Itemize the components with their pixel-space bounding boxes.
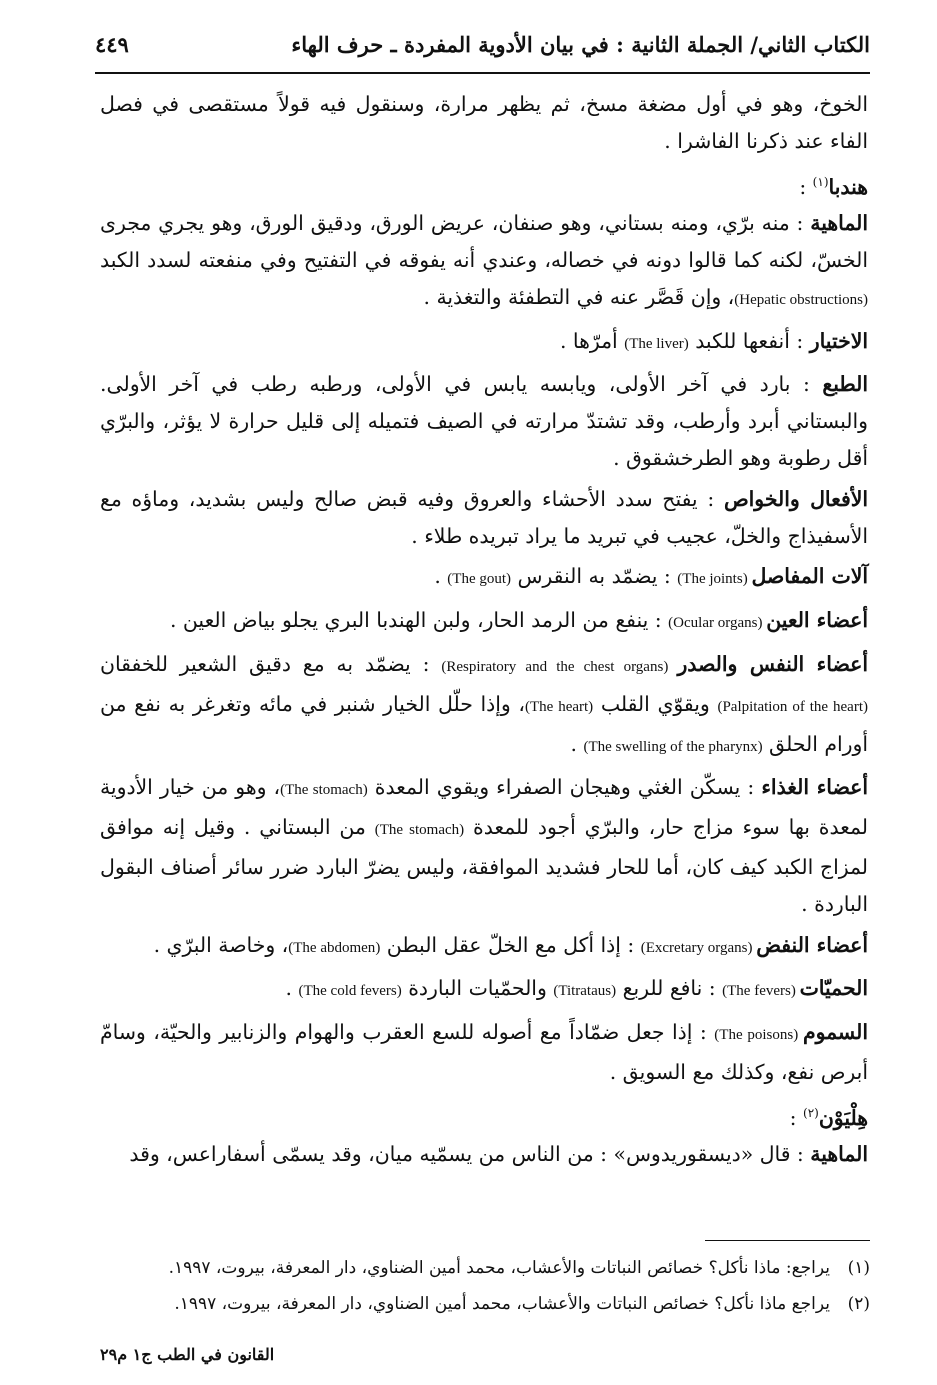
footnote-ref: (٢) xyxy=(803,1105,819,1120)
paragraph-continuation: الخوخ، وهو في أول مضغة مسخ، ثم يظهر مرارة، وسنقول فيه قولاً مستقصى في فصل الفاء عند ذكرنا الفاشرا . xyxy=(100,92,868,153)
section-label: الماهية xyxy=(810,1142,868,1167)
paragraph-text: ، وخاصة البرّي . xyxy=(153,932,289,957)
english-term: (Excretary organs) xyxy=(640,939,757,956)
paragraph-text: : منه برّي، ومنه بستاني، وهو صنفان، عريض الورق، ودقيق الورق، وهو يجري مجرى الخسّ، لكنه كما قالوا دونه في خصاله، وعندي أنه يفوقه في التفتيح وفي منفعته لسدد الكبد xyxy=(100,211,868,272)
paragraph-text: ويقوّي القلب xyxy=(593,691,718,716)
section-label: آلات المفاصل xyxy=(751,564,868,589)
section-label: أعضاء العين xyxy=(766,608,868,633)
paragraph-text: : نافع للربع xyxy=(616,976,723,1001)
english-term: (Titrataus) xyxy=(553,983,617,1000)
footnote-item xyxy=(100,1250,870,1286)
english-term: (The joints) xyxy=(677,571,752,588)
page-header xyxy=(95,22,870,70)
paragraph-text: : قال «ديسقوريدوس» : من الناس من يسمّيه ميان، وقد يسمّى أسفاراعس، وقد xyxy=(129,1142,811,1167)
paragraph-tab xyxy=(100,366,868,476)
paragraph-mahiya-2 xyxy=(100,1136,868,1173)
signature-line: القانون في الطب ج١ م٢٩ xyxy=(100,1345,275,1364)
english-term: (The stomach) xyxy=(374,822,465,839)
paragraph-text: : بارد في آخر الأولى، ويابسه يابس في الأولى، ورطبه رطب في آخر الأولى. والبستاني أبرد وأرطب، وقد تشتدّ مرارته في الصيف فتميله إلى قليل حرارة لا يؤثر، والبرّي أقل رطوبة وهو الطرخشقوق . xyxy=(100,372,868,470)
paragraph-text: : يفتح سدد الأحشاء والعروق وفيه قبض صالح وليس بشديد، وماؤه مع الأسفيذاج والخلّ، عجيب في تبريد ما يراد تبريده طلاء . xyxy=(100,486,868,548)
paragraph-humayat xyxy=(100,970,868,1010)
heading-colon: : xyxy=(789,1105,803,1130)
english-term: (Respiratory and the chest organs) xyxy=(441,658,678,675)
english-term: (The fevers) xyxy=(722,983,800,1000)
entry-title: هندبا xyxy=(828,174,868,199)
english-term: (The poisons) xyxy=(714,1027,803,1044)
paragraph-text: ، وهو من خيار الأدوية لمعدة بها سوء مزاج حار، والبرّي أجود للمعدة xyxy=(100,775,869,840)
section-label: أعضاء الغذاء xyxy=(761,775,869,800)
paragraph-text: . xyxy=(285,976,299,1001)
paragraph-text: . xyxy=(434,564,448,589)
english-term: (The gout) xyxy=(447,571,512,588)
paragraph-text: من البستاني . وقيل إنه موافق لمزاج الكبد كيف كان، أما للحار فشديد الموافقة، وليس يضرّ البارد ضرر سائر أصناف البقول الباردة . xyxy=(100,815,868,916)
paragraph-text: : أنفعها للكبد xyxy=(688,328,810,353)
section-label: الأفعال والخواص xyxy=(723,486,868,511)
english-term: (The liver) xyxy=(624,335,689,352)
section-label: الحميّات xyxy=(799,976,868,1001)
footnote-number: (١) xyxy=(847,1258,870,1278)
footnote-text: يراجع: ماذا نأكل؟ خصائص النباتات والأعشاب، محمد أمين الضناوي، دار المعرفة، بيروت، ١٩٩٧. xyxy=(168,1258,830,1278)
paragraph-text: : يضمّد به النقرس xyxy=(511,564,678,589)
footnotes xyxy=(100,1250,870,1322)
paragraph-ghidha xyxy=(100,769,868,922)
paragraph-text: والحمّيات الباردة xyxy=(401,976,554,1001)
page-number: ٤٤٩ xyxy=(95,32,129,57)
english-term: (The swelling of the pharynx) xyxy=(583,738,763,755)
heading-colon: : xyxy=(799,174,813,199)
footnote-divider xyxy=(705,1240,870,1241)
section-label: أعضاء النفض xyxy=(756,932,868,957)
english-term: (Palpitation of the heart) xyxy=(717,698,868,715)
english-term: (The stomach) xyxy=(280,782,368,799)
paragraph-text: : ينفع من الرمد الحار، ولبن الهندبا البري يجلو بياض العين . xyxy=(169,608,669,633)
paragraph-text: . xyxy=(570,731,584,756)
header-divider xyxy=(95,72,870,74)
entry-heading-hindaba xyxy=(100,164,868,206)
section-label: الماهية xyxy=(810,211,868,236)
paragraph-text: : يضمّد به مع دقيق الشعير للخفقان xyxy=(100,651,442,676)
english-term: (The cold fevers) xyxy=(298,983,402,1000)
section-label: السموم xyxy=(802,1020,868,1045)
entry-heading-halyun xyxy=(100,1095,868,1137)
paragraph-mahiya xyxy=(100,205,868,318)
paragraph-text: ، وإن قَصَّر عنه في التطفئة والتغذية . xyxy=(423,284,735,309)
entry-title: هِلْيَوْن xyxy=(818,1105,868,1130)
footnote-item xyxy=(100,1286,870,1322)
section-label: أعضاء النفس والصدر xyxy=(677,651,868,676)
paragraph-nafas xyxy=(100,646,868,765)
english-term: (Ocular organs) xyxy=(668,615,767,632)
footnote-number: (٢) xyxy=(847,1294,870,1314)
paragraph-ikhtiyar xyxy=(100,323,868,363)
paragraph-text: أمرّها . xyxy=(559,328,625,353)
footnote-ref: (١) xyxy=(812,174,829,189)
footnote-text: يراجع ماذا نأكل؟ خصائص النباتات والأعشاب، محمد أمين الضناوي، دار المعرفة، بيروت، ١٩٩٧. xyxy=(174,1294,830,1314)
paragraph-nafd xyxy=(100,927,868,967)
section-label: الاختيار xyxy=(809,328,868,353)
english-term: (Hepatic obstructions) xyxy=(734,291,868,308)
english-term: (The abdomen) xyxy=(288,939,381,956)
english-term: (The heart) xyxy=(524,698,594,715)
main-text xyxy=(100,86,868,1177)
running-title: الكتاب الثاني/ الجملة الثانية : في بيان الأدوية المفردة ـ حرف الهاء xyxy=(291,32,870,57)
paragraph-text: : إذا أكل مع الخلّ عقل البطن xyxy=(380,932,641,957)
paragraph-sumum xyxy=(100,1014,868,1091)
paragraph-ayn xyxy=(100,602,868,642)
section-label: الطبع xyxy=(822,372,868,397)
paragraph-text: ، وإذا حلّل الخيار شنبر في مائه وتغرغر به نفع من أورام الحلق xyxy=(100,691,868,756)
paragraph-text: : يسكّن الغثي وهيجان الصفراء ويقوي المعدة xyxy=(367,775,762,800)
paragraph-mafasil xyxy=(100,558,868,598)
paragraph-text: : إذا جعل ضمّاداً مع أصوله للسع العقرب والهوام والزنابير والحيّة، وسامّ أبرص نفع، وكذلك مع السويق . xyxy=(100,1020,868,1084)
paragraph-afal xyxy=(100,481,868,555)
